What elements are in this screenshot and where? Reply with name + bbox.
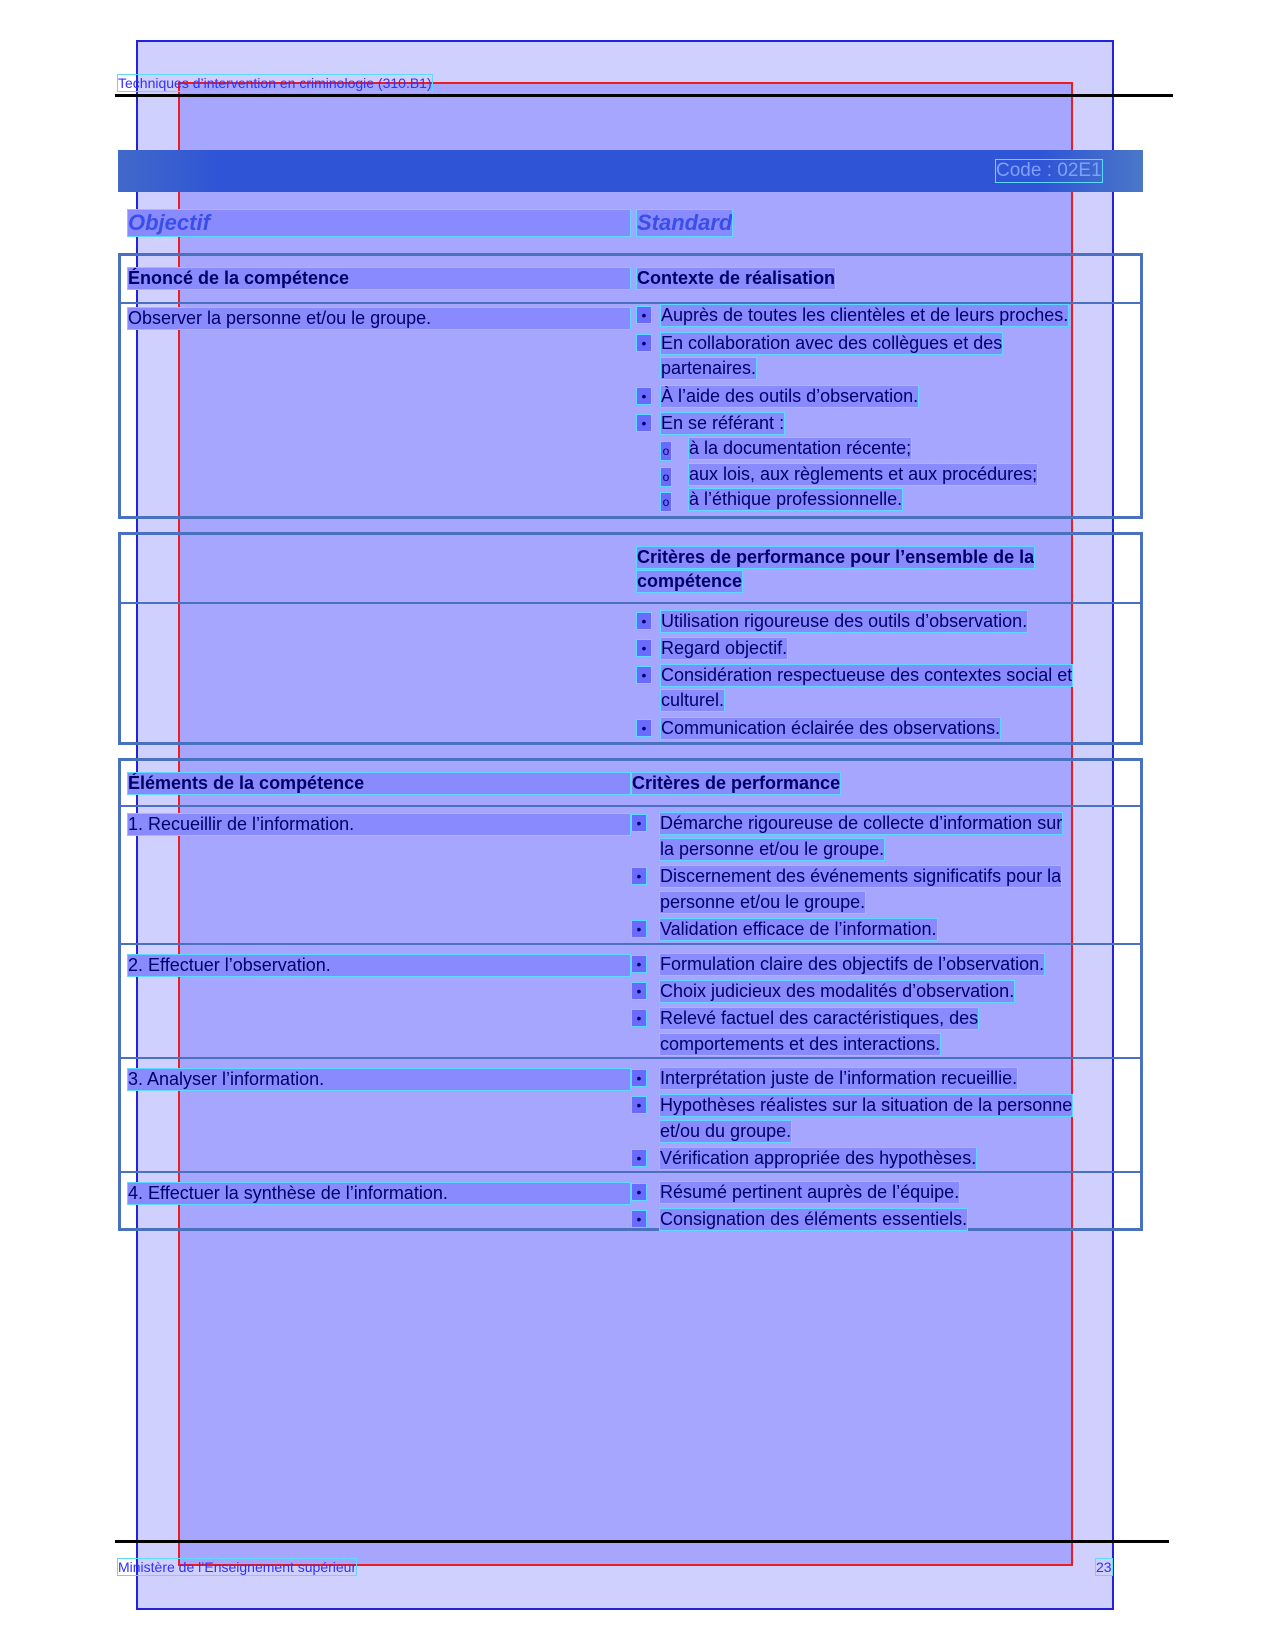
sub-bullet-icon: o — [662, 444, 670, 458]
criteria-item: Relevé factuel des caractéristiques, des — [660, 1008, 979, 1028]
table-row-divider — [121, 302, 1140, 304]
bullet-icon: • — [637, 307, 651, 323]
competence-statement: Observer la personne et/ou le groupe. — [128, 308, 630, 329]
criteria-item: Utilisation rigoureuse des outils d’observation. — [661, 611, 1028, 631]
bullet-icon: • — [637, 613, 651, 629]
bullet-icon: • — [632, 921, 646, 937]
objectif-heading: Objectif — [128, 210, 630, 236]
context-header: Contexte de réalisation — [637, 268, 836, 288]
bullet-icon: • — [632, 1097, 646, 1113]
context-item: En se référant : — [661, 413, 785, 433]
bullet-icon: • — [632, 1211, 646, 1227]
bullet-icon: • — [637, 667, 651, 683]
context-sub-item: à l’éthique professionnelle. — [689, 489, 903, 509]
criteria-item: Hypothèses réalistes sur la situation de la personne — [660, 1095, 1073, 1115]
criteria-item: Démarche rigoureuse de collecte d’information sur — [660, 813, 1063, 833]
code-bar — [118, 150, 1143, 192]
criteria-item: Formulation claire des objectifs de l’observation. — [660, 954, 1045, 974]
criteria-item: Discernement des événements significatifs pour la — [660, 866, 1062, 886]
table-row-divider — [121, 805, 1140, 807]
table-row-divider — [121, 943, 1140, 945]
footer-ministry: Ministère de l’Enseignement supérieur — [118, 1559, 357, 1575]
overall-criteria-header-cont: compétence — [637, 571, 743, 591]
criteria-item: Résumé pertinent auprès de l’équipe. — [660, 1182, 960, 1202]
running-title: Techniques d’intervention en criminologie (310.B1) — [118, 75, 432, 91]
overall-criteria-header: Critères de performance pour l’ensemble de la — [637, 547, 1035, 567]
element-label: 1. Recueillir de l’information. — [128, 814, 630, 835]
criteria-item: Interprétation juste de l’information recueillie. — [660, 1068, 1018, 1088]
statement-header: Énoncé de la compétence — [128, 268, 630, 289]
criteria-item: comportements et des interactions. — [660, 1034, 941, 1054]
context-item: En collaboration avec des collègues et des — [661, 333, 1003, 353]
header-rule — [115, 94, 1173, 97]
criteria-item: Regard objectif. — [661, 638, 788, 658]
criteria-item: Consignation des éléments essentiels. — [660, 1209, 968, 1229]
criteria-item: et/ou du groupe. — [660, 1121, 792, 1141]
bullet-icon: • — [632, 1150, 646, 1166]
table-row-divider — [121, 602, 1140, 604]
performance-header: Critères de performance — [632, 773, 841, 793]
bullet-icon: • — [632, 815, 646, 831]
criteria-item: la personne et/ou le groupe. — [660, 839, 885, 859]
element-label: 3. Analyser l’information. — [128, 1069, 630, 1090]
bullet-icon: • — [632, 956, 646, 972]
footer-rule — [115, 1540, 1169, 1543]
sub-bullet-icon: o — [662, 470, 670, 484]
criteria-item: Choix judicieux des modalités d’observation. — [660, 981, 1015, 1001]
criteria-item: culturel. — [661, 690, 725, 710]
criteria-item: personne et/ou le groupe. — [660, 892, 866, 912]
elements-header: Éléments de la compétence — [128, 773, 630, 794]
bullet-icon: • — [637, 640, 651, 656]
context-item: Auprès de toutes les clientèles et de leurs proches. — [661, 305, 1069, 325]
page-number: 23 — [1096, 1559, 1112, 1575]
bullet-icon: • — [632, 868, 646, 884]
criteria-item: Considération respectueuse des contextes social et — [661, 665, 1073, 685]
bullet-icon: • — [632, 1010, 646, 1026]
sub-bullet-icon: o — [662, 495, 670, 509]
bullet-icon: • — [637, 335, 651, 351]
element-label: 2. Effectuer l’observation. — [128, 955, 630, 976]
bullet-icon: • — [632, 1070, 646, 1086]
bullet-icon: • — [632, 983, 646, 999]
context-item: partenaires. — [661, 358, 757, 378]
bullet-icon: • — [637, 388, 651, 404]
criteria-item: Communication éclairée des observations. — [661, 718, 1001, 738]
table-row-divider — [121, 1171, 1140, 1173]
bullet-icon: • — [637, 415, 651, 431]
context-sub-item: à la documentation récente; — [689, 438, 912, 458]
context-sub-item: aux lois, aux règlements et aux procédures; — [689, 464, 1038, 484]
table-row-divider — [121, 1057, 1140, 1059]
criteria-item: Vérification appropriée des hypothèses. — [660, 1148, 977, 1168]
competency-code: Code : 02E1 — [996, 160, 1102, 181]
criteria-item: Validation efficace de l’information. — [660, 919, 937, 939]
bullet-icon: • — [632, 1184, 646, 1200]
context-item: À l’aide des outils d’observation. — [661, 386, 919, 406]
bullet-icon: • — [637, 720, 651, 736]
element-label: 4. Effectuer la synthèse de l’information. — [128, 1183, 630, 1204]
standard-heading: Standard — [637, 210, 733, 235]
